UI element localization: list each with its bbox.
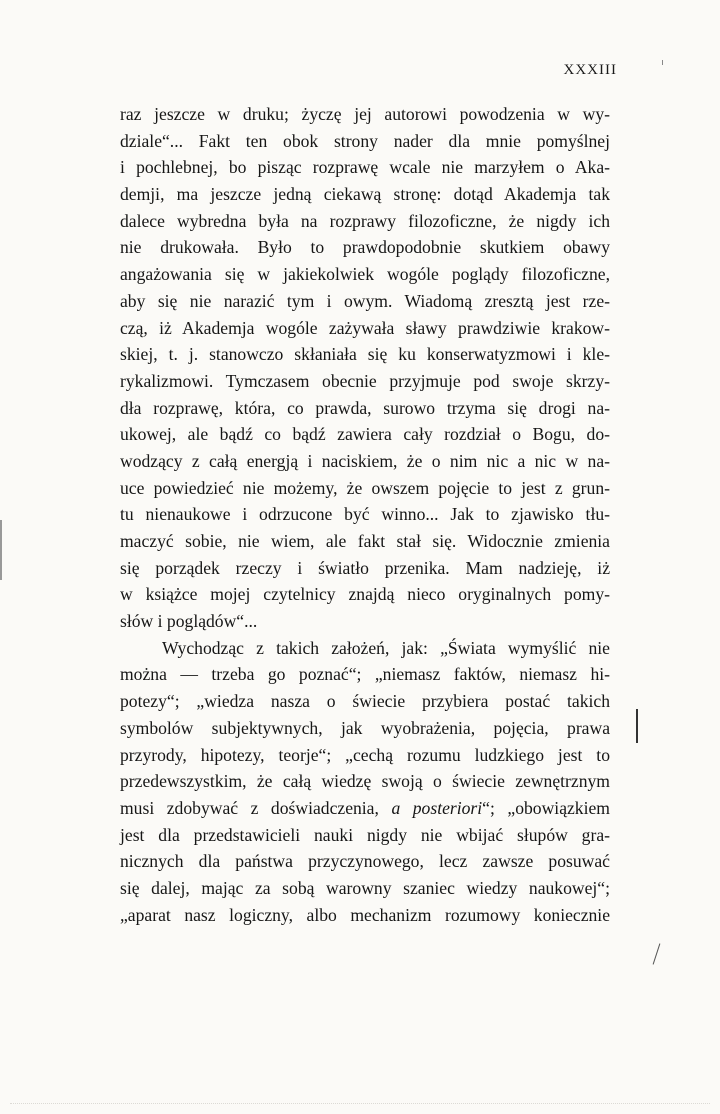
body-text xyxy=(120,101,610,928)
text-line: dła rozprawę, która, co prawda, surowo trzyma się drogi na- xyxy=(120,397,610,418)
text-line: i pochlebnej, bo pisząc rozprawę wcale nie marzyłem o Aka- xyxy=(120,157,610,178)
text-line: aby się nie narazić tym i owym. Wiadomą zresztą jest rze- xyxy=(120,290,610,311)
text-line: demji, ma jeszcze jedną ciekawą stronę: dotąd Akademja tak xyxy=(120,184,610,205)
scan-speck xyxy=(662,60,663,65)
text-line: można — trzeba go poznać“; „niemasz faktów, niemasz hi- xyxy=(120,664,610,685)
italic-phrase: a posteriori xyxy=(391,797,483,818)
text-line: potezy“; „wiedza nasza o świecie przybiera postać takich xyxy=(120,691,610,712)
text-line: dziale“... Fakt ten obok strony nader dla mnie pomyślnej xyxy=(120,130,610,151)
text-line: czą, iż Akademja wogóle zażywała sławy prawdziwie krakow- xyxy=(120,317,610,338)
paragraph-start-line: Wychodząc z takich założeń, jak: „Świata wymyślić nie xyxy=(162,637,610,658)
text-line: przedewszystkim, że całą wiedzę swoją o świecie zewnętrznym xyxy=(120,771,610,792)
text-line: ukowej, ale bądź co bądź zawiera cały rozdział o Bogu, do- xyxy=(120,424,610,445)
text-line: dalece wybredna była na rozprawy filozoficzne, że nigdy ich xyxy=(120,210,610,231)
text-line: nie drukowała. Było to prawdopodobnie skutkiem obawy xyxy=(120,237,610,258)
text-line: angażowania się w jakiekolwiek wogóle poglądy filozoficzne, xyxy=(120,264,610,285)
text-line: w książce mojej czytelnicy znajdą nieco oryginalnych pomy- xyxy=(120,584,610,605)
page-number: XXXIII xyxy=(563,62,617,78)
margin-mark xyxy=(636,709,638,743)
text-line: uce powiedzieć nie możemy, że owszem pojęcie to jest z grun- xyxy=(120,477,610,498)
text-line: raz jeszcze w druku; życzę jej autorowi powodzenia w wy- xyxy=(120,104,610,124)
text-line: symbolów subjektywnych, jak wyobrażenia, pojęcia, prawa xyxy=(120,717,610,738)
text-line: przyrody, hipotezy, teorje“; „cechą rozumu ludzkiego jest to xyxy=(120,744,610,765)
text-segment: musi zdobywać z doświadczenia, xyxy=(120,797,379,818)
text-line: maczyć sobie, nie wiem, ale fakt stał się. Widocznie zmienia xyxy=(120,531,610,551)
page-bottom-edge xyxy=(10,1103,710,1110)
page-edge-shadow xyxy=(0,520,2,580)
text-line: się porządek rzeczy i światło przenika. Mam nadzieję, iż xyxy=(120,557,610,578)
text-line: się dalej, mając za sobą warowny szaniec wiedzy naukowej“; xyxy=(120,877,610,898)
text-line: nicznych dla państwa przyczynowego, lecz zawsze posuwać xyxy=(120,851,610,872)
text-line-with-italic xyxy=(120,795,610,822)
text-line: wodzący z całą energją i naciskiem, że o nim nic a nic w na- xyxy=(120,450,610,471)
margin-tick xyxy=(653,943,661,964)
text-line: skiej, t. j. stanowczo skłaniała się ku konserwatyzmowi i kle- xyxy=(120,344,610,365)
text-line: tu nienaukowe i odrzucone być winno... Jak to zjawisko tłu- xyxy=(120,504,610,525)
text-line: słów i poglądów“... xyxy=(120,611,258,632)
text-line: rykalizmowi. Tymczasem obecnie przyjmuje pod swoje skrzy- xyxy=(120,370,610,391)
text-segment: “; „obowiązkiem xyxy=(482,797,610,818)
text-line: jest dla przedstawicieli nauki nigdy nie wbijać słupów gra- xyxy=(120,824,610,845)
text-line: „aparat nasz logiczny, albo mechanizm rozumowy koniecznie xyxy=(120,904,610,925)
